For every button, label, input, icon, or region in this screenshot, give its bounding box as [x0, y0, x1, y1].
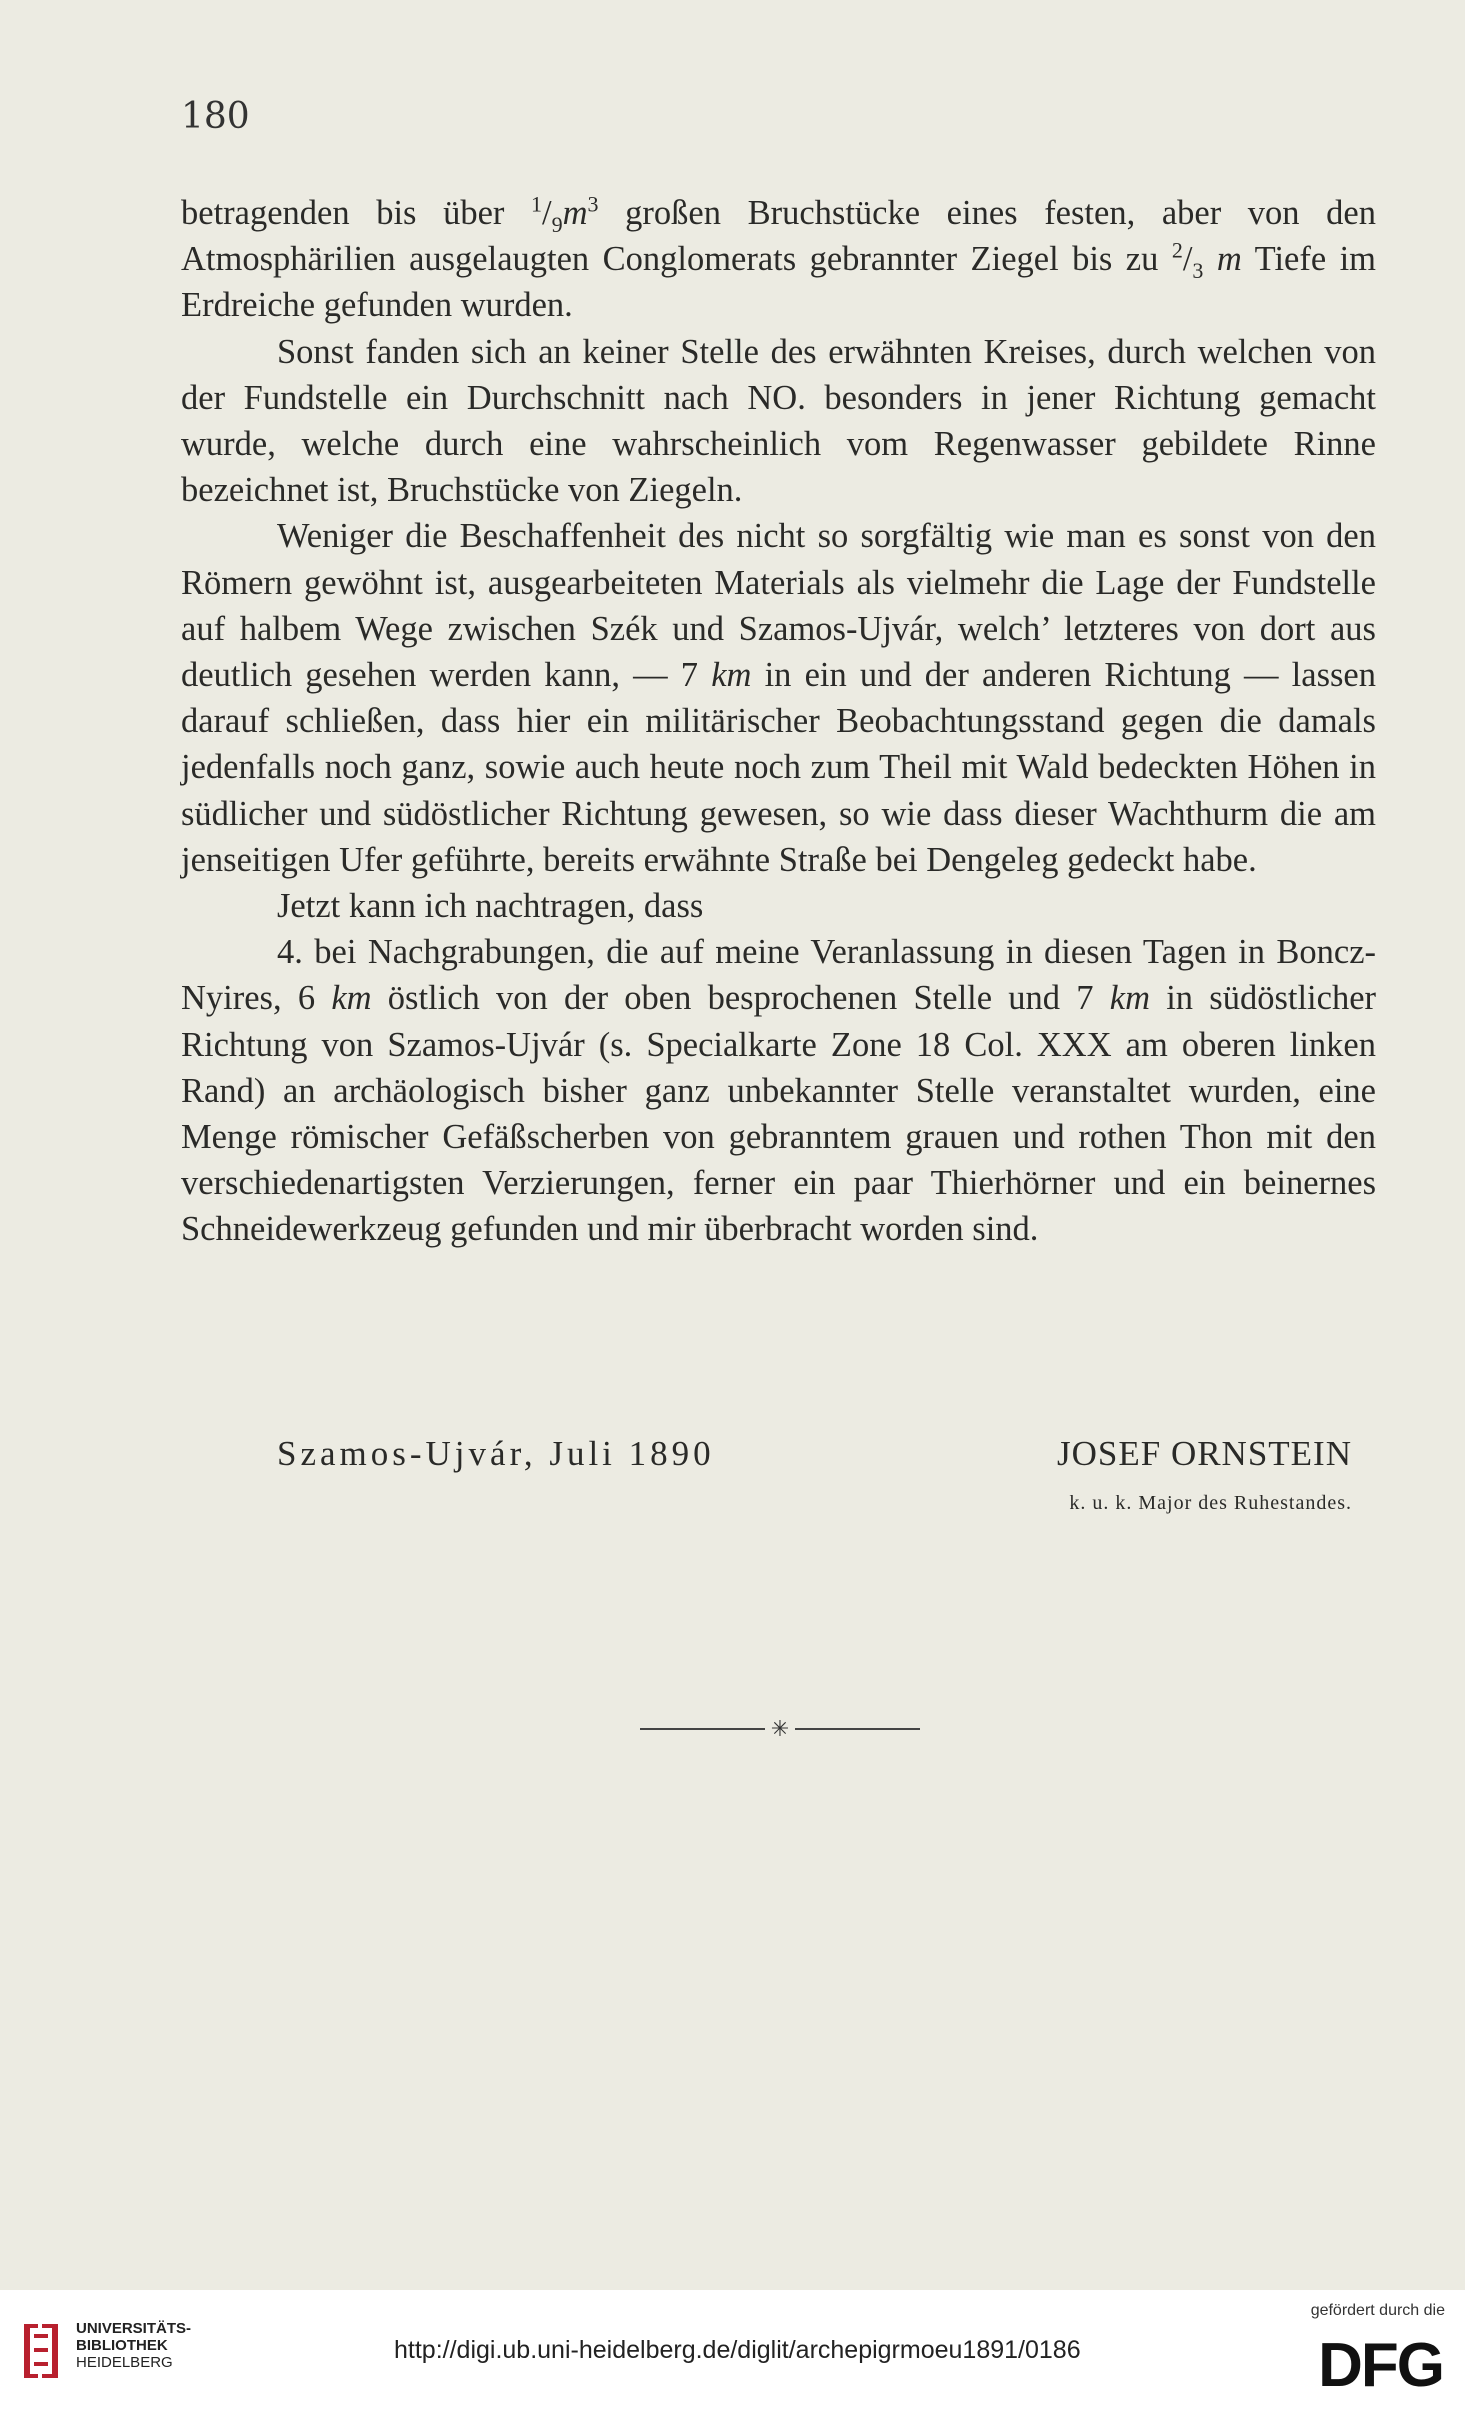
ornament-star-icon: ✳ — [770, 1716, 790, 1742]
paragraph — [181, 883, 1376, 929]
body-text — [181, 190, 1376, 1253]
text-run: großen Bruchstücke eines festen, aber von den Atmosphärilien ausgelaugten Conglomerats gebrannter Ziegel bis zu — [181, 194, 1376, 279]
section-end-ornament — [640, 1714, 920, 1744]
text-run: 1 — [531, 191, 543, 217]
place-and-date: Szamos-Ujvár, Juli 1890 — [277, 1434, 715, 1473]
author-name: JOSEF ORNSTEIN — [1056, 1434, 1352, 1473]
text-run: / — [542, 194, 552, 232]
text-run: m — [562, 194, 588, 232]
dfg-logo: DFG — [1318, 2331, 1443, 2400]
paragraph — [181, 329, 1376, 514]
text-run: 3 — [1192, 258, 1204, 284]
text-run: 2 — [1171, 237, 1183, 263]
permalink-url[interactable]: http://digi.ub.uni-heidelberg.de/diglit/archepigrmoeu1891/0186 — [394, 2336, 1081, 2364]
text-run: m — [1216, 240, 1242, 279]
text-run: Tiefe im Erdreiche gefunden wurden. — [181, 240, 1377, 325]
text-run: betragenden bis über — [181, 194, 532, 232]
ornament-rule-left — [640, 1728, 765, 1730]
text-run: Sonst fanden sich an keiner Stelle des erwähnten Kreises, durch welchen von der Fundstelle ein Durchschnitt nach NO. besonders in jener Richtung gemacht wurde, welche durch eine wahrscheinlich vom Regenwasser gebildete Rinne bezeichnet ist, Bruchstücke von Ziegeln. — [181, 332, 1376, 510]
page-number: 180 — [181, 96, 250, 137]
text-run: Jetzt kann ich nachtragen, dass — [277, 887, 704, 926]
text-run: km — [1109, 979, 1150, 1018]
library-logo — [18, 2320, 192, 2390]
paragraph — [181, 929, 1376, 1252]
text-run: östlich von der oben besprochenen Stelle und 7 — [371, 979, 1110, 1018]
text-run: 3 — [587, 191, 599, 217]
paragraph — [181, 190, 1376, 329]
author-rank: k. u. k. Major des Ruhestandes. — [1069, 1492, 1352, 1514]
signature-block — [181, 1434, 1376, 1514]
paragraph — [181, 513, 1376, 883]
ornament-rule-right — [795, 1728, 920, 1730]
library-logo-icon — [18, 2320, 64, 2382]
digitization-footer — [0, 2290, 1465, 2412]
library-line-1: UNIVERSITÄTS- — [76, 2320, 192, 2337]
library-line-2: BIBLIOTHEK — [76, 2337, 168, 2354]
text-run: in ein und der anderen Richtung — lassen darauf schließen, dass hier ein militärischer Beobachtungsstand gegen die damals jedenfalls noch ganz, sowie auch heute noch zum Theil mit Wald bedeckten Höhen in südlicher und südöstlicher Richtung gewesen, so wie dass dieser Wachthurm die am jenseitigen Ufer geführte, bereits erwähnte Straße bei Dengeleg gedeckt habe. — [181, 656, 1376, 879]
text-run: km — [331, 979, 372, 1018]
library-line-3: HEIDELBERG — [76, 2354, 173, 2371]
text-run: in südöstlicher Richtung von Szamos-Ujvár (s. Specialkarte Zone 18 Col. XXX am oberen linken Rand) an archäologisch bisher ganz unbekannter Stelle veranstaltet wurden, eine Menge römischer Gefäßscherben von gebranntem grauen und rothen Thon mit den verschiedenartigsten Verzierungen, ferner ein paar Thierhörner und ein beinernes Schneidewerkzeug gefunden und mir überbracht worden sind. — [181, 979, 1377, 1249]
text-run: 4. bei Nachgrabungen, die auf meine Veranlassung in diesen Tagen in Boncz-Nyires, 6 — [181, 933, 1376, 1018]
text-run: / — [1182, 240, 1193, 279]
library-name — [76, 2320, 191, 2371]
text-run: Weniger die Beschaffenheit des nicht so sorgfältig wie man es sonst von den Römern gewöhnt ist, ausgearbeiteten Materials als vielmehr die Lage der Fundstelle auf halbem Wege zwischen Szék und Szamos-Ujvár, welch’ letzteres von dort aus deutlich gesehen werden kann, — 7 — [181, 517, 1376, 695]
funded-by-label: gefördert durch die — [1310, 2302, 1445, 2319]
text-run — [1203, 240, 1216, 278]
text-run: 9 — [551, 211, 563, 237]
text-run: km — [711, 656, 752, 695]
